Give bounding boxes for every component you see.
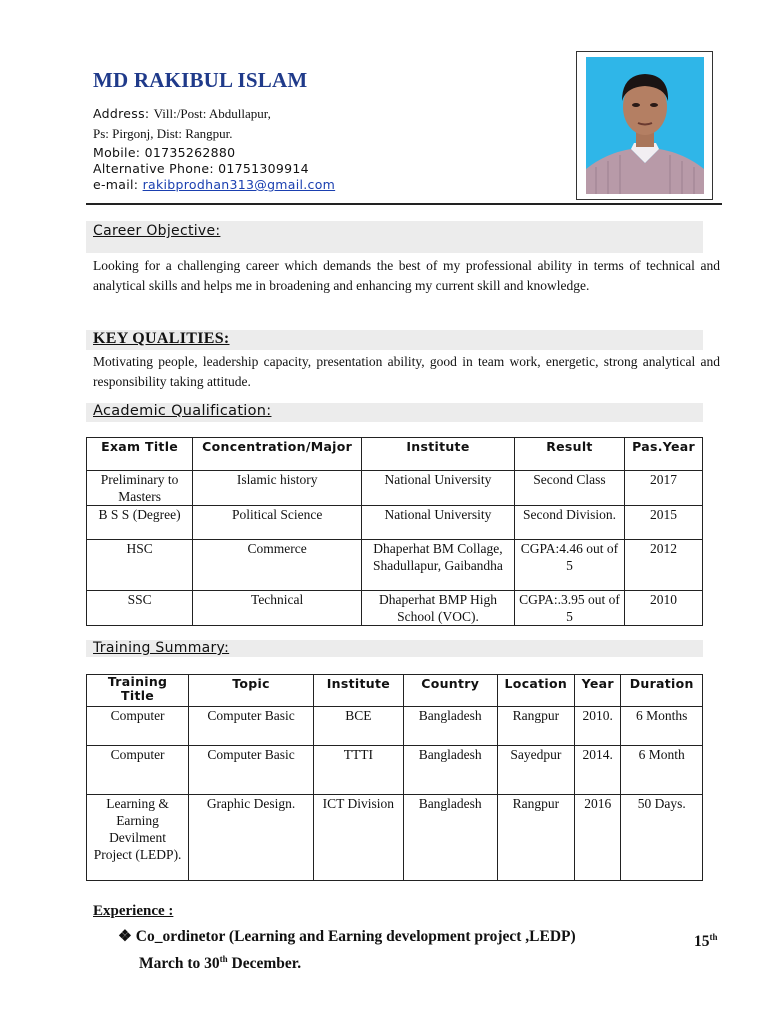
academic-col-header: Institute [362, 438, 515, 471]
academic-header-row [87, 438, 703, 471]
table-row [87, 707, 703, 746]
experience-item [118, 926, 722, 975]
training-col-header: Country [403, 675, 497, 707]
training-table [86, 674, 703, 881]
table-cell: Rangpur [497, 795, 574, 881]
experience-title: Experience : [93, 903, 174, 919]
table-cell: Islamic history [193, 471, 362, 506]
key-qualities-header [86, 330, 703, 350]
academic-col-header: Concentration/Major [193, 438, 362, 471]
key-qualities-text: Motivating people, leadership capacity, presentation ability, good in team work, energetic, strong analytical and responsibility taking attitude. [93, 354, 720, 389]
academic-col-header: Exam Title [87, 438, 193, 471]
table-cell: Political Science [193, 506, 362, 540]
email-link[interactable]: rakibprodhan313@gmail.com [142, 177, 336, 192]
profile-photo-frame [576, 51, 713, 200]
table-cell: ICT Division [313, 795, 403, 881]
email-label: e-mail: [93, 177, 143, 192]
career-objective-header [86, 221, 703, 253]
career-objective-title: Career Objective: [93, 223, 221, 239]
header-divider [86, 203, 722, 205]
table-cell: BCE [313, 707, 403, 746]
table-cell: Technical [193, 591, 362, 626]
table-cell: Commerce [193, 540, 362, 591]
profile-photo [586, 57, 704, 194]
academic-title: Academic Qualification: [93, 403, 272, 419]
table-cell: Dhaperhat BM Collage, Shadullapur, Gaibandha [362, 540, 515, 591]
training-header [86, 640, 703, 657]
table-cell: B S S (Degree) [87, 506, 193, 540]
table-row [87, 540, 703, 591]
email-line [93, 177, 335, 192]
table-cell: 2015 [625, 506, 703, 540]
table-cell: CGPA:4.46 out of 5 [514, 540, 624, 591]
training-col-header: Topic [189, 675, 314, 707]
table-cell: CGPA:.3.95 out of 5 [514, 591, 624, 626]
training-col-header: Location [497, 675, 574, 707]
table-row [87, 746, 703, 795]
table-cell: 2014. [575, 746, 621, 795]
table-cell: 2016 [575, 795, 621, 881]
career-objective-text: Looking for a challenging career which demands the best of my professional ability in terms of technical and analytical skills and helps me in broadening and enhancing my current skill and knowledge. [93, 258, 720, 293]
academic-col-header: Result [514, 438, 624, 471]
table-cell: Learning & Earning Devilment Project (LEDP). [87, 795, 189, 881]
academic-col-header: Pas.Year [625, 438, 703, 471]
table-cell: Bangladesh [403, 795, 497, 881]
table-cell: Graphic Design. [189, 795, 314, 881]
table-cell: Sayedpur [497, 746, 574, 795]
training-col-header: Training Title [87, 675, 189, 707]
table-row [87, 591, 703, 626]
table-cell: National University [362, 471, 515, 506]
table-cell: 2017 [625, 471, 703, 506]
academic-table [86, 437, 703, 626]
table-cell: Second Class [514, 471, 624, 506]
experience-role: Co_ordinetor (Learning and Earning development project ,LEDP) [135, 928, 576, 945]
training-col-header: Institute [313, 675, 403, 707]
address-value: Vill:/Post: Abdullapur, [153, 106, 271, 121]
mobile-number: Mobile: 01735262880 [93, 145, 236, 160]
table-row [87, 471, 703, 506]
bullet-icon: ❖ [118, 928, 132, 945]
table-cell: 50 Days. [621, 795, 703, 881]
address-line-2: Ps: Pirgonj, Dist: Rangpur. [93, 126, 233, 141]
training-col-header: Year [575, 675, 621, 707]
table-cell: Bangladesh [403, 746, 497, 795]
table-cell: Dhaperhat BMP High School (VOC). [362, 591, 515, 626]
table-row [87, 795, 703, 881]
table-cell: Computer [87, 746, 189, 795]
training-col-header: Duration [621, 675, 703, 707]
table-cell: Bangladesh [403, 707, 497, 746]
address-line-1 [93, 106, 271, 122]
table-cell: Preliminary to Masters [87, 471, 193, 506]
table-cell: Rangpur [497, 707, 574, 746]
address-label: Address: [93, 106, 154, 121]
table-cell: 6 Month [621, 746, 703, 795]
academic-header [86, 403, 703, 422]
table-row [87, 506, 703, 540]
table-cell: Second Division. [514, 506, 624, 540]
candidate-name: MD RAKIBUL ISLAM [93, 68, 308, 92]
table-cell: Computer Basic [189, 707, 314, 746]
experience-date-range: March to 30th December. [139, 954, 302, 973]
table-cell: 6 Months [621, 707, 703, 746]
key-qualities-title: KEY QUALITIES: [93, 330, 230, 347]
table-cell: 2010. [575, 707, 621, 746]
table-cell: 2010 [625, 591, 703, 626]
table-cell: TTTI [313, 746, 403, 795]
table-cell: Computer Basic [189, 746, 314, 795]
table-cell: 2012 [625, 540, 703, 591]
alternative-phone: Alternative Phone: 01751309914 [93, 161, 309, 176]
table-cell: Computer [87, 707, 189, 746]
table-cell: SSC [87, 591, 193, 626]
training-header-row [87, 675, 703, 707]
table-cell: National University [362, 506, 515, 540]
training-title: Training Summary: [93, 640, 230, 656]
table-cell: HSC [87, 540, 193, 591]
experience-start-date: 15th [694, 932, 718, 951]
